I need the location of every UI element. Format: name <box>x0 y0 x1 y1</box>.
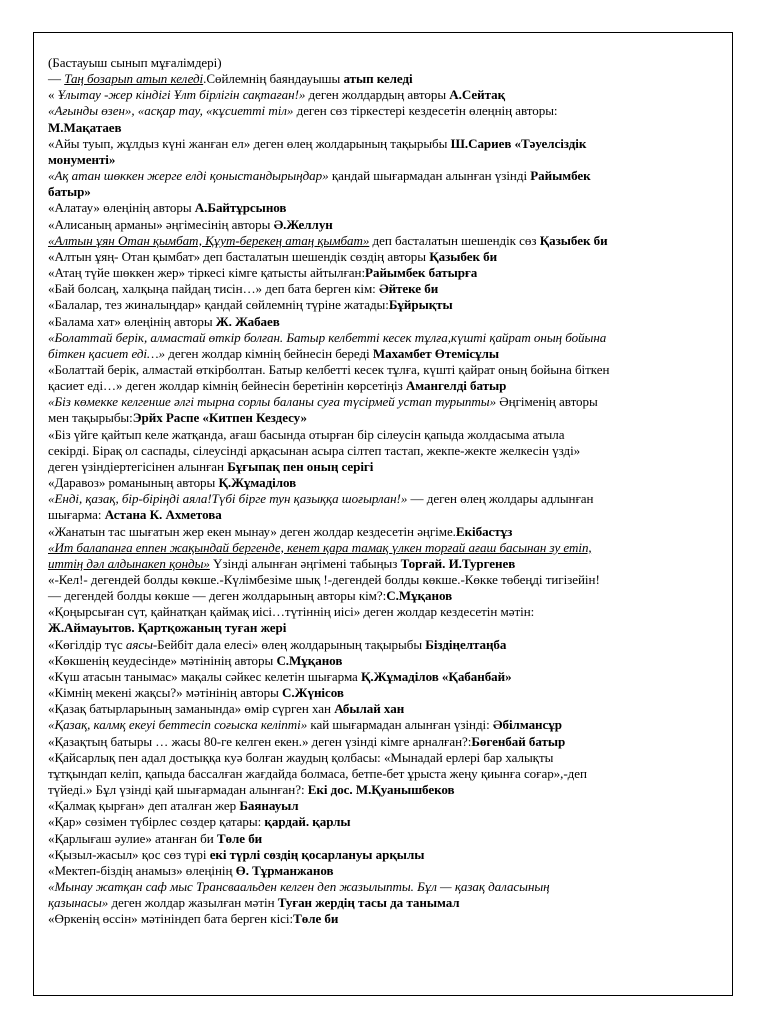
answer-text: атып келеді <box>343 71 413 87</box>
question-text: деген үзіндіертегісінен алынған <box>48 458 228 474</box>
text-line <box>48 136 722 152</box>
text-line <box>48 249 722 265</box>
answer-text: Абылай хан <box>334 701 405 717</box>
answer-text: қардай. қарлы <box>264 814 351 830</box>
text-line <box>48 55 722 71</box>
text-line <box>48 653 722 669</box>
question-text: қасиет еді…» деген жолдар кімнің бейнесін беретінін көрсетіңіз <box>48 378 406 394</box>
text-line <box>48 734 722 750</box>
answer-text: Астана К. Ахметова <box>104 507 222 523</box>
text-line <box>48 200 722 216</box>
text-line <box>48 685 722 701</box>
question-text: «Бай болсаң, халқыңа пайдаң тисін…» деп бата берген кім: <box>48 281 379 297</box>
question-text: деген жолдар жазылған мәтін <box>108 895 278 911</box>
answer-text: Қ.Жұмаділов «Қабанбай» <box>361 668 512 684</box>
text-line <box>48 782 722 798</box>
text-line <box>48 443 722 459</box>
text-line <box>48 831 722 847</box>
text-line <box>48 701 722 717</box>
question-text: — деген өлең жолдары адлынған <box>407 491 594 507</box>
text-line <box>48 410 722 426</box>
text-line <box>48 265 722 281</box>
text-line <box>48 103 722 119</box>
text-line <box>48 556 722 572</box>
question-text: иттің дәл алдынакеп қонды» <box>48 555 210 571</box>
answer-text: А.Сейтақ <box>449 87 506 103</box>
answer-text: С.Мұқанов <box>386 588 453 604</box>
text-line <box>48 330 722 346</box>
document-page <box>33 32 733 996</box>
text-line <box>48 572 722 588</box>
answer-text: Екібастұз <box>455 523 513 539</box>
question-text: «Алисаның арманы» әңгімесінің авторы <box>48 216 274 232</box>
question-text: «Болаттай берік, алмастай өткірболтан. Батыр келбетті кесек тұлға, күшті қайрат оның бойына біткен <box>48 361 610 377</box>
question-text: «Күш атасын танымас» мақалы сәйкес келетін шығарма <box>48 668 362 684</box>
answer-text: С.Жүнісов <box>282 685 344 701</box>
question-text: «Қарлығаш әулие» атанған би <box>48 830 217 846</box>
question-text: аясы <box>125 636 153 652</box>
text-line <box>48 346 722 362</box>
question-text: «Қазақ батырларының заманында» өмір сүрген хан <box>48 701 335 717</box>
text-line <box>48 588 722 604</box>
text-line <box>48 394 722 410</box>
text-line <box>48 895 722 911</box>
text-line <box>48 427 722 443</box>
question-text: Әңгіменің авторы <box>496 394 598 410</box>
text-line <box>48 297 722 313</box>
answer-text: С.Мұқанов <box>276 652 343 668</box>
answer-text: Біздіңелтаңба <box>425 636 507 652</box>
question-text: — дегендей болды көкше — деген жолдарының авторы кім?: <box>48 588 387 604</box>
question-text: «Көгілдір түс <box>48 636 126 652</box>
answer-text: Ө. Тұрманжанов <box>235 862 334 878</box>
text-line <box>48 491 722 507</box>
question-text: «Алтын ұяң- Отан қымбат» деп басталатын шешендік сөздің авторы <box>48 248 430 264</box>
answer-text: батыр» <box>48 184 91 200</box>
question-text: «Балалар, тез жиналыңдар» қандай сөйлемнің түріне жатады: <box>48 297 389 313</box>
question-text: «Мынау жатқан саф мыс Трансваальден келген деп жазылыпты. Бұл — қазақ даласының <box>48 878 550 894</box>
answer-text: Ш.Сариев «Тәуелсіздік <box>450 135 587 151</box>
question-text: деген сөз тіркестері кездесетін өлеңнің авторы: <box>293 103 558 119</box>
text-line <box>48 540 722 556</box>
text-line <box>48 233 722 249</box>
question-text: «Қар» сөзімен түбірлес сөздер қатары: <box>48 814 265 830</box>
answer-text: Ә.Желлун <box>273 216 333 232</box>
text-line <box>48 507 722 523</box>
answer-text: Райымбек <box>530 168 591 184</box>
answer-text: Бұғыпақ пен оның серігі <box>227 458 374 474</box>
answer-text: Төле би <box>216 830 263 846</box>
text-line <box>48 524 722 540</box>
text-line <box>48 750 722 766</box>
text-line <box>48 863 722 879</box>
answer-text: Әбілмансұр <box>492 717 562 733</box>
answer-text: Қ.Жұмаділов <box>218 475 297 491</box>
question-text: «Ағынды өзен», «асқар тау, «кұсиетті тіл» <box>48 103 294 119</box>
text-line <box>48 604 722 620</box>
question-text: шығарма: <box>48 507 105 523</box>
text-line <box>48 475 722 491</box>
answer-text: Ж. Жабаев <box>215 313 280 329</box>
answer-text: А.Байтұрсынов <box>194 200 287 216</box>
answer-text: Эрйх Распе «Китпен Кездесу» <box>132 410 307 426</box>
question-text: «Қоңырсыған сүт, қайнатқан қаймақ иісі…түтіннің иісі» деген жолдар кездесетін мәтін: <box>48 604 535 620</box>
question-text: кай шығармадан алынған үзінді: <box>307 717 493 733</box>
answer-text: Бұйрықты <box>388 297 453 313</box>
answer-text: Ж.Аймауытов. Қартқожаның туған жері <box>48 620 287 636</box>
answer-text: Әйтеке би <box>378 281 439 297</box>
question-text: «Кімнің мекені жақсы?» мәтінінің авторы <box>48 685 283 701</box>
text-line <box>48 168 722 184</box>
answer-text: Махамбет Өтемісұлы <box>372 345 500 361</box>
question-text: «Қалмақ қырған» деп аталған жер <box>48 798 240 814</box>
question-text: «Біз үйге қайтып келе жатқанда, ағаш басында отырған бір сілеусін қапыда жолдасыма атыла <box>48 426 565 442</box>
answer-text: монументі» <box>48 151 116 167</box>
text-line <box>48 669 722 685</box>
question-text: «Біз көмекке келгенше әлгі тырна сорлы баланы суға түсірмей устап турыпты» <box>48 394 497 410</box>
question-text: (Бастауыш сынып мұғалімдері) <box>48 55 222 70</box>
answer-text: Баянауыл <box>239 798 299 814</box>
text-line <box>48 152 722 168</box>
question-text: «Жанатын тас шығатын жер екен мынау» деген жолдар кездесетін әңгіме. <box>48 523 456 539</box>
question-text: «Болаттай берік, алмастай өткір болған. Батыр келбетті кесек тұлға,күшті қайрат оның бойына <box>48 329 607 345</box>
question-text: «Мектеп-біздің анамыз» өлеңінің <box>48 862 236 878</box>
question-text: «Қайсарлық пен адал достыққа куә болған жаудың қолбасы: «Мынадай ерлері бар халықты <box>48 749 554 765</box>
text-line <box>48 314 722 330</box>
answer-text: Торғай. И.Тургенев <box>400 555 516 571</box>
text-line <box>48 766 722 782</box>
question-text: «Балама хат» өлеңінің авторы <box>48 313 216 329</box>
question-text: секірді. Бірақ ол саспады, сілеусінді арқасынан асыра сілтеп тастап, жекпе-жекте желкесін үзді» <box>48 442 581 458</box>
answer-text: Қазыбек би <box>429 248 498 264</box>
text-line <box>48 911 722 927</box>
document-body <box>48 55 722 927</box>
question-text: «Алатау» өлеңінің авторы <box>48 200 195 216</box>
question-text: біткен қасиет еді…» <box>48 345 166 361</box>
text-line <box>48 459 722 475</box>
question-text: « <box>48 87 58 103</box>
question-text: «Қазақ, калмқ екеуі беттесіп соғыска келіпті» <box>48 717 308 733</box>
text-line <box>48 217 722 233</box>
question-text: «Өркенің өссін» мәтініндеп бата берген кісі: <box>48 911 294 927</box>
text-line <box>48 879 722 895</box>
question-text: «Көкшенің кеудесінде» мәтінінің авторы <box>48 652 277 668</box>
answer-text: Қазыбек би <box>539 232 608 248</box>
question-text: мен тақырыбы: <box>48 410 133 426</box>
question-text: «Ит балапанға еппен жақындай бергенде, кенет қара тамақ үлкен торғай ағаш басынан зу етіп, <box>48 539 592 555</box>
question-text: «Атаң түйе шөккен жер» тіркесі кімге қатысты айтылған: <box>48 265 366 281</box>
text-line <box>48 717 722 733</box>
answer-text: екі түрлі сөздің қосарлануы арқылы <box>209 846 425 862</box>
question-text: «Қазақтың батыры … жасы 80-ге келген екен.» деген үзінді кімге арналған?: <box>48 733 472 749</box>
answer-text: Екі дос. М.Қуанышбеков <box>307 782 455 798</box>
question-text: Үзінді алынған әңгімені табыңыз <box>209 555 401 571</box>
question-text: «Алтын ұян Отан қымбат, Құут-берекең атаң қымбат» <box>48 232 370 248</box>
text-line <box>48 847 722 863</box>
question-text: түйеді.» Бұл үзінді қай шығармадан алынған?: <box>48 782 308 798</box>
question-text: — <box>48 71 65 87</box>
text-line <box>48 798 722 814</box>
question-text: «Енді, қазақ, бір-біріңді аяла!Түбі бірге тун қазыққа шоғырлан!» <box>48 491 408 507</box>
text-line <box>48 87 722 103</box>
question-text: Ұлытау -жер кіндігі Ұлт бірлігін сақтаған!» <box>57 87 306 103</box>
answer-text: Төле би <box>293 911 339 927</box>
question-text: «Ақ атан шөккен жерге елді қоныстандырыңдар» <box>48 168 329 184</box>
question-text: деп басталатын шешендік сөз <box>369 232 540 248</box>
question-text: «Қызыл-жасыл» қос сөз түрі <box>48 846 210 862</box>
question-text: деген жолдардың авторы <box>305 87 450 103</box>
text-line <box>48 378 722 394</box>
text-line <box>48 120 722 136</box>
answer-text: Туған жердің тасы да танымал <box>277 895 460 911</box>
question-text: Таң бозарып атып келеді <box>64 71 204 87</box>
question-text: қандай шығармадан алынған үзінді <box>328 168 531 184</box>
question-text: «Даравоз» романының авторы <box>48 475 219 491</box>
answer-text: Райымбек батырға <box>365 265 478 281</box>
question-text: -Бейбіт дала елесі» өлең жолдарының тақырыбы <box>152 636 426 652</box>
text-line <box>48 281 722 297</box>
text-line <box>48 184 722 200</box>
text-line <box>48 814 722 830</box>
text-line <box>48 71 722 87</box>
answer-text: Амангелді батыр <box>405 378 507 394</box>
answer-text: М.Мақатаев <box>48 119 122 135</box>
text-line <box>48 637 722 653</box>
text-line <box>48 620 722 636</box>
question-text: «-Кел!- дегендей болды көкше.-Күлімбезіме шық !-дегендей болды көкше.-Көкке төбеңді тигізейін! <box>48 572 600 587</box>
question-text: деген жолдар кімнің бейнесін береді <box>165 345 373 361</box>
question-text: .Сөйлемнің баяндауышы <box>203 71 344 87</box>
question-text: тұтқындап келіп, қапыда бассалған жағдайда болмаса, бетпе-бет ұрыста жеңу қиынға соғар»,-деп <box>48 765 587 781</box>
question-text: қазынасы» <box>48 895 109 911</box>
answer-text: Бөгенбай батыр <box>471 733 566 749</box>
question-text: «Айы туып, жұлдыз күні жанған ел» деген өлең жолдарының тақырыбы <box>48 135 451 151</box>
text-line <box>48 362 722 378</box>
